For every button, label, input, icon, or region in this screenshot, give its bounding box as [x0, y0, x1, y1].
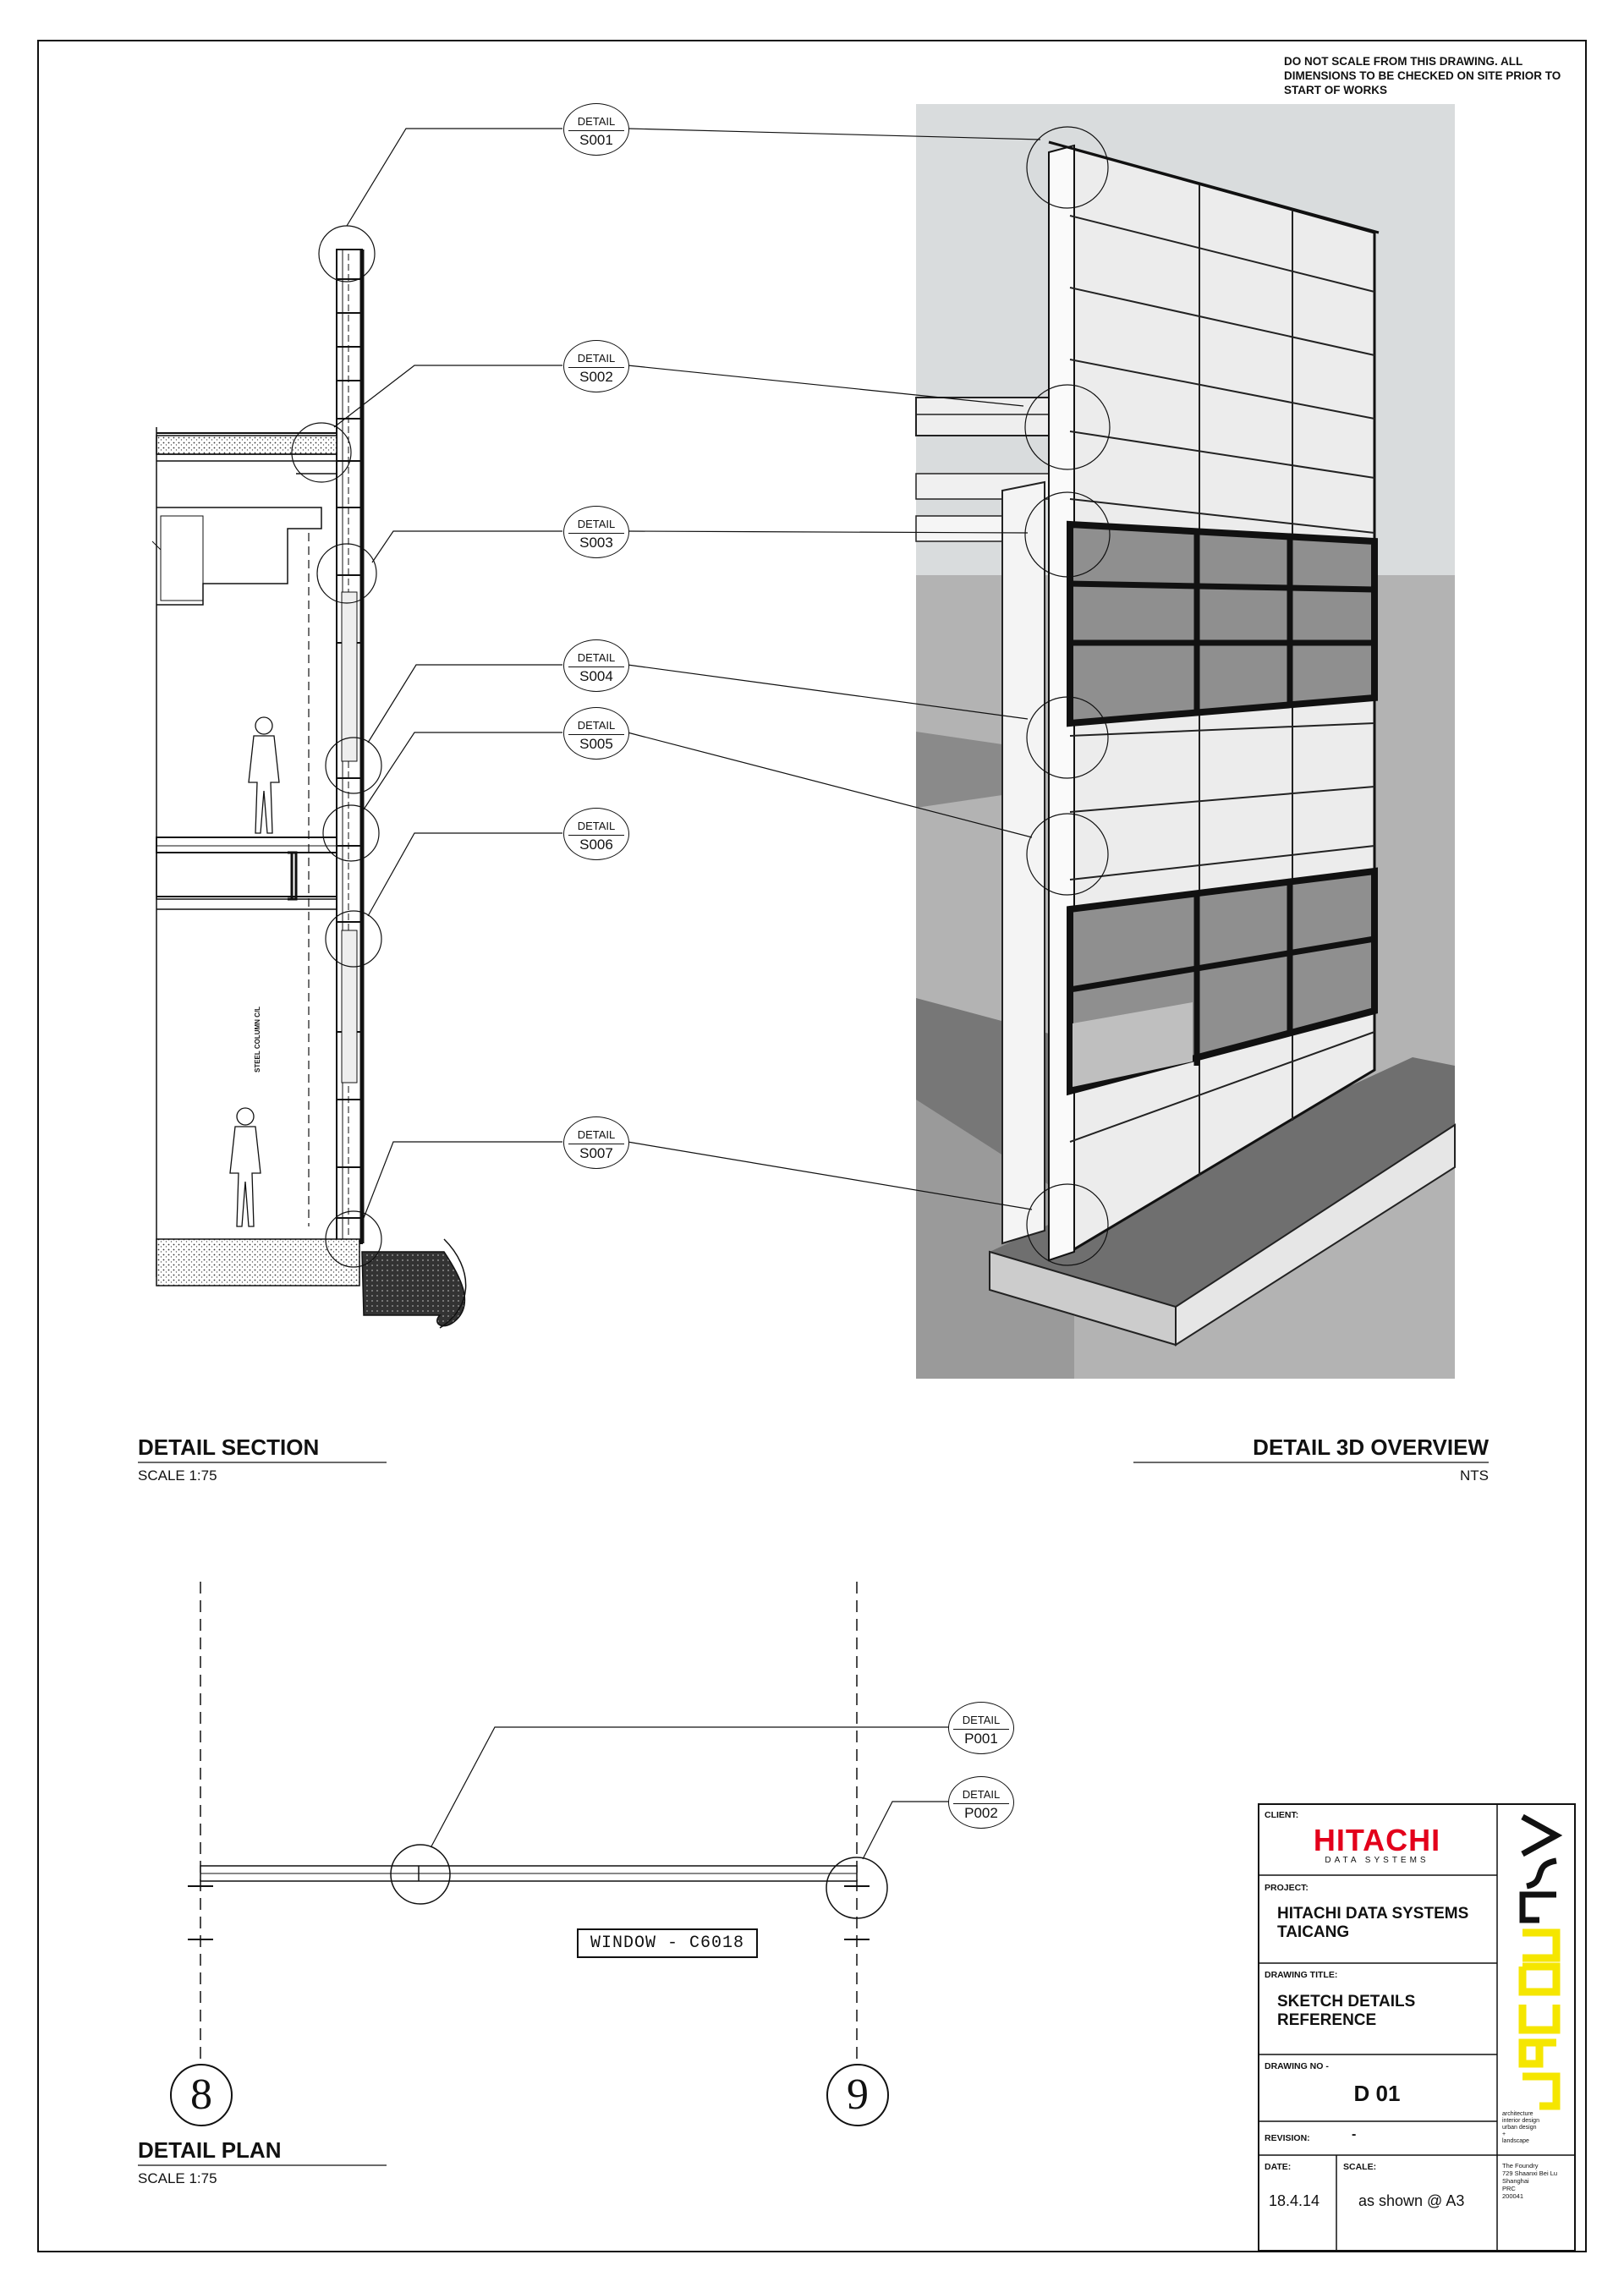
project-name-line2: TAICANG: [1277, 1923, 1350, 1941]
date-value: 18.4.14: [1269, 2192, 1320, 2209]
detail-bubble-p002[interactable]: DETAIL P002: [948, 1776, 1014, 1829]
detail-bubble-s003[interactable]: DETAIL S003: [563, 506, 629, 558]
window-tag[interactable]: WINDOW - C6018: [577, 1928, 758, 1958]
revision-label: REVISION:: [1265, 2133, 1310, 2143]
client-logo: HITACHI: [1313, 1823, 1441, 1857]
grid-marker-8: 8: [170, 2064, 233, 2126]
drawing-title-line2: REFERENCE: [1277, 2011, 1377, 2029]
steel-column-label: STEEL COLUMN C/L: [254, 1006, 261, 1072]
client-label: CLIENT:: [1265, 1810, 1299, 1820]
project-name-line1: HITACHI DATA SYSTEMS: [1277, 1905, 1469, 1923]
drawing-no-label: DRAWING NO -: [1265, 2061, 1329, 2071]
plan-view: [188, 1582, 952, 2064]
plan-scale: SCALE 1:75: [138, 2170, 217, 2186]
drawing-title-label: DRAWING TITLE:: [1265, 1970, 1338, 1980]
date-label: DATE:: [1265, 2162, 1292, 2172]
plan-title: DETAIL PLAN: [138, 2137, 282, 2163]
firm-services: architecture interior design urban design + landscape: [1502, 2111, 1539, 2144]
drawing-title-line1: SKETCH DETAILS: [1277, 1993, 1416, 2010]
revision-value: -: [1352, 2127, 1357, 2142]
detail-bubble-s005[interactable]: DETAIL S005: [563, 707, 629, 760]
firm-logo-text: [1525, 1818, 1567, 2110]
firm-address: The Foundry 729 Shaanxi Bei Lu Shanghai PRC 200041: [1502, 2162, 1558, 2200]
overview-title: DETAIL 3D OVERVIEW: [1253, 1434, 1489, 1460]
overview-render: [628, 104, 1455, 1379]
detail-bubble-s002[interactable]: DETAIL S002: [563, 340, 629, 392]
client-logo-sub: DATA SYSTEMS: [1325, 1856, 1429, 1865]
detail-bubble-s004[interactable]: DETAIL S004: [563, 639, 629, 692]
window-band-upper: [1070, 524, 1374, 723]
section-view: [152, 129, 562, 1328]
detail-bubble-s001[interactable]: DETAIL S001: [563, 103, 629, 156]
detail-bubble-p001[interactable]: DETAIL P001: [948, 1702, 1014, 1754]
scale-label: SCALE:: [1343, 2162, 1377, 2172]
overview-scale: NTS: [1460, 1467, 1489, 1484]
scale-value: as shown @ A3: [1358, 2192, 1465, 2209]
detail-bubble-s007[interactable]: DETAIL S007: [563, 1116, 629, 1169]
section-title: DETAIL SECTION: [138, 1434, 320, 1460]
detail-bubble-s006[interactable]: DETAIL S006: [563, 808, 629, 860]
project-label: PROJECT:: [1265, 1883, 1309, 1893]
grid-marker-9: 9: [826, 2064, 889, 2126]
section-scale: SCALE 1:75: [138, 1467, 217, 1484]
drawing-no: D 01: [1353, 2081, 1401, 2106]
do-not-scale-note: DO NOT SCALE FROM THIS DRAWING. ALL DIMENSIONS TO BE CHECKED ON SITE PRIOR TO START OF WORKS: [1284, 55, 1561, 96]
